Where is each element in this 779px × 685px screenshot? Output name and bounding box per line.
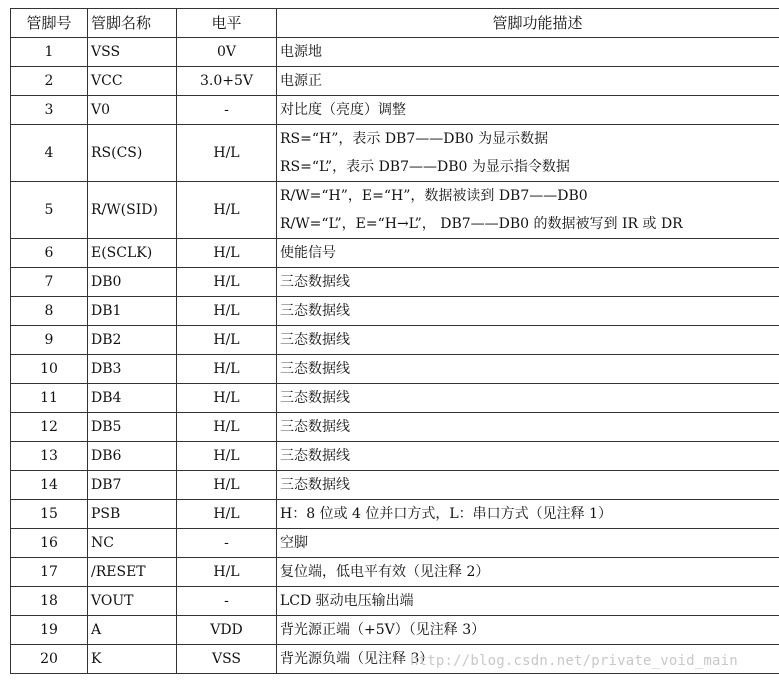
pin-function-table — [10, 8, 779, 674]
header-level: 电平 — [177, 9, 277, 38]
table-row — [11, 182, 779, 239]
level-cell: H/L — [177, 297, 277, 326]
description-cell — [277, 355, 779, 384]
pin-number-cell: 18 — [11, 587, 88, 616]
pin-number-cell: 8 — [11, 297, 88, 326]
pin-name-cell: DB5 — [88, 413, 177, 442]
description-line: 三态数据线 — [280, 477, 350, 493]
pin-number-cell: 9 — [11, 326, 88, 355]
description-cell — [277, 616, 779, 645]
description-cell — [277, 38, 779, 67]
pin-number-cell: 7 — [11, 268, 88, 297]
table-row — [11, 413, 779, 442]
description-line: R/W=“L”，E=“H→L”， DB7——DB0 的数据被写到 IR 或 DR — [280, 216, 683, 232]
pin-number-cell: 15 — [11, 500, 88, 529]
table-row — [11, 297, 779, 326]
description-cell — [277, 125, 779, 182]
level-cell: VSS — [177, 645, 277, 674]
pin-name-cell: DB3 — [88, 355, 177, 384]
pin-name-cell: V0 — [88, 96, 177, 125]
description-cell — [277, 500, 779, 529]
description-line: 三态数据线 — [280, 361, 350, 377]
level-cell: - — [177, 529, 277, 558]
level-cell: H/L — [177, 384, 277, 413]
pin-number-cell: 6 — [11, 239, 88, 268]
table-row — [11, 384, 779, 413]
table-row — [11, 67, 779, 96]
level-cell: H/L — [177, 442, 277, 471]
level-cell: VDD — [177, 616, 277, 645]
description-cell — [277, 471, 779, 500]
level-cell: - — [177, 96, 277, 125]
description-line: 三态数据线 — [280, 448, 350, 464]
description-line: 三态数据线 — [280, 419, 350, 435]
description-cell — [277, 268, 779, 297]
description-cell — [277, 67, 779, 96]
level-cell: - — [177, 587, 277, 616]
description-line: 使能信号 — [280, 245, 336, 261]
pin-number-cell: 14 — [11, 471, 88, 500]
header-pin-name: 管脚名称 — [88, 9, 177, 38]
level-cell: H/L — [177, 355, 277, 384]
pin-number-cell: 1 — [11, 38, 88, 67]
pin-name-cell: VSS — [88, 38, 177, 67]
table-row — [11, 500, 779, 529]
header-pin-number: 管脚号 — [11, 9, 88, 38]
pin-name-cell: DB0 — [88, 268, 177, 297]
table-row — [11, 529, 779, 558]
description-line: RS=“H”，表示 DB7——DB0 为显示数据 — [280, 131, 549, 147]
description-line: 三态数据线 — [280, 274, 350, 290]
pin-name-cell: DB1 — [88, 297, 177, 326]
table-row — [11, 616, 779, 645]
pin-name-cell: E(SCLK) — [88, 239, 177, 268]
pin-number-cell: 2 — [11, 67, 88, 96]
description-cell — [277, 558, 779, 587]
pin-name-cell: DB6 — [88, 442, 177, 471]
level-cell: H/L — [177, 471, 277, 500]
level-cell: H/L — [177, 182, 277, 239]
description-cell — [277, 529, 779, 558]
description-line: 空脚 — [280, 535, 308, 551]
pin-number-cell: 10 — [11, 355, 88, 384]
pin-number-cell: 20 — [11, 645, 88, 674]
pin-number-cell: 19 — [11, 616, 88, 645]
header-description: 管脚功能描述 — [277, 9, 779, 38]
description-line: 复位端，低电平有效（见注释 2） — [280, 564, 490, 580]
table-row — [11, 239, 779, 268]
table-row — [11, 38, 779, 67]
description-cell — [277, 297, 779, 326]
pin-name-cell: DB2 — [88, 326, 177, 355]
description-cell — [277, 384, 779, 413]
pin-number-cell: 12 — [11, 413, 88, 442]
description-line: LCD 驱动电压输出端 — [280, 593, 414, 609]
pin-number-cell: 5 — [11, 182, 88, 239]
table-row — [11, 442, 779, 471]
table-row — [11, 471, 779, 500]
pin-number-cell: 4 — [11, 125, 88, 182]
level-cell: H/L — [177, 500, 277, 529]
pin-name-cell: VCC — [88, 67, 177, 96]
description-line: R/W=“H”，E=“H”，数据被读到 DB7——DB0 — [280, 188, 588, 204]
level-cell: H/L — [177, 558, 277, 587]
description-line: 电源正 — [280, 73, 322, 89]
description-line: 背光源正端（+5V）（见注释 3） — [280, 622, 486, 638]
pin-name-cell: R/W(SID) — [88, 182, 177, 239]
pin-number-cell: 11 — [11, 384, 88, 413]
description-cell — [277, 239, 779, 268]
table-row — [11, 355, 779, 384]
description-line: 三态数据线 — [280, 303, 350, 319]
description-line: H：8 位或 4 位并口方式，L：串口方式（见注释 1） — [280, 506, 613, 522]
description-line: 三态数据线 — [280, 390, 350, 406]
level-cell: 0V — [177, 38, 277, 67]
pin-number-cell: 13 — [11, 442, 88, 471]
pin-number-cell: 3 — [11, 96, 88, 125]
description-line: 对比度（亮度）调整 — [280, 102, 406, 118]
level-cell: H/L — [177, 413, 277, 442]
description-line: 三态数据线 — [280, 332, 350, 348]
description-cell — [277, 587, 779, 616]
table-row — [11, 558, 779, 587]
pin-number-cell: 17 — [11, 558, 88, 587]
description-cell — [277, 326, 779, 355]
pin-name-cell: DB7 — [88, 471, 177, 500]
level-cell: H/L — [177, 125, 277, 182]
pin-name-cell: /RESET — [88, 558, 177, 587]
table-row — [11, 125, 779, 182]
table-row — [11, 587, 779, 616]
description-line: 电源地 — [280, 44, 322, 60]
table-row — [11, 268, 779, 297]
description-cell — [277, 645, 779, 674]
level-cell: 3.0+5V — [177, 67, 277, 96]
watermark-url: http://blog.csdn.net/private_void_main — [410, 653, 738, 669]
table-body — [11, 38, 779, 674]
table-header-row — [11, 9, 779, 38]
description-cell — [277, 182, 779, 239]
level-cell: H/L — [177, 268, 277, 297]
pin-name-cell: NC — [88, 529, 177, 558]
table-row — [11, 326, 779, 355]
pin-name-cell: K — [88, 645, 177, 674]
pin-name-cell: A — [88, 616, 177, 645]
level-cell: H/L — [177, 239, 277, 268]
level-cell: H/L — [177, 326, 277, 355]
pin-name-cell: VOUT — [88, 587, 177, 616]
description-line: 背光源负端（见注释 3） — [280, 651, 434, 667]
pin-name-cell: DB4 — [88, 384, 177, 413]
pin-name-cell: PSB — [88, 500, 177, 529]
table-row — [11, 645, 779, 674]
description-cell — [277, 442, 779, 471]
table-row — [11, 96, 779, 125]
description-cell — [277, 413, 779, 442]
description-cell — [277, 96, 779, 125]
pin-name-cell: RS(CS) — [88, 125, 177, 182]
pin-number-cell: 16 — [11, 529, 88, 558]
description-line: RS=“L”，表示 DB7——DB0 为显示指令数据 — [280, 159, 570, 175]
